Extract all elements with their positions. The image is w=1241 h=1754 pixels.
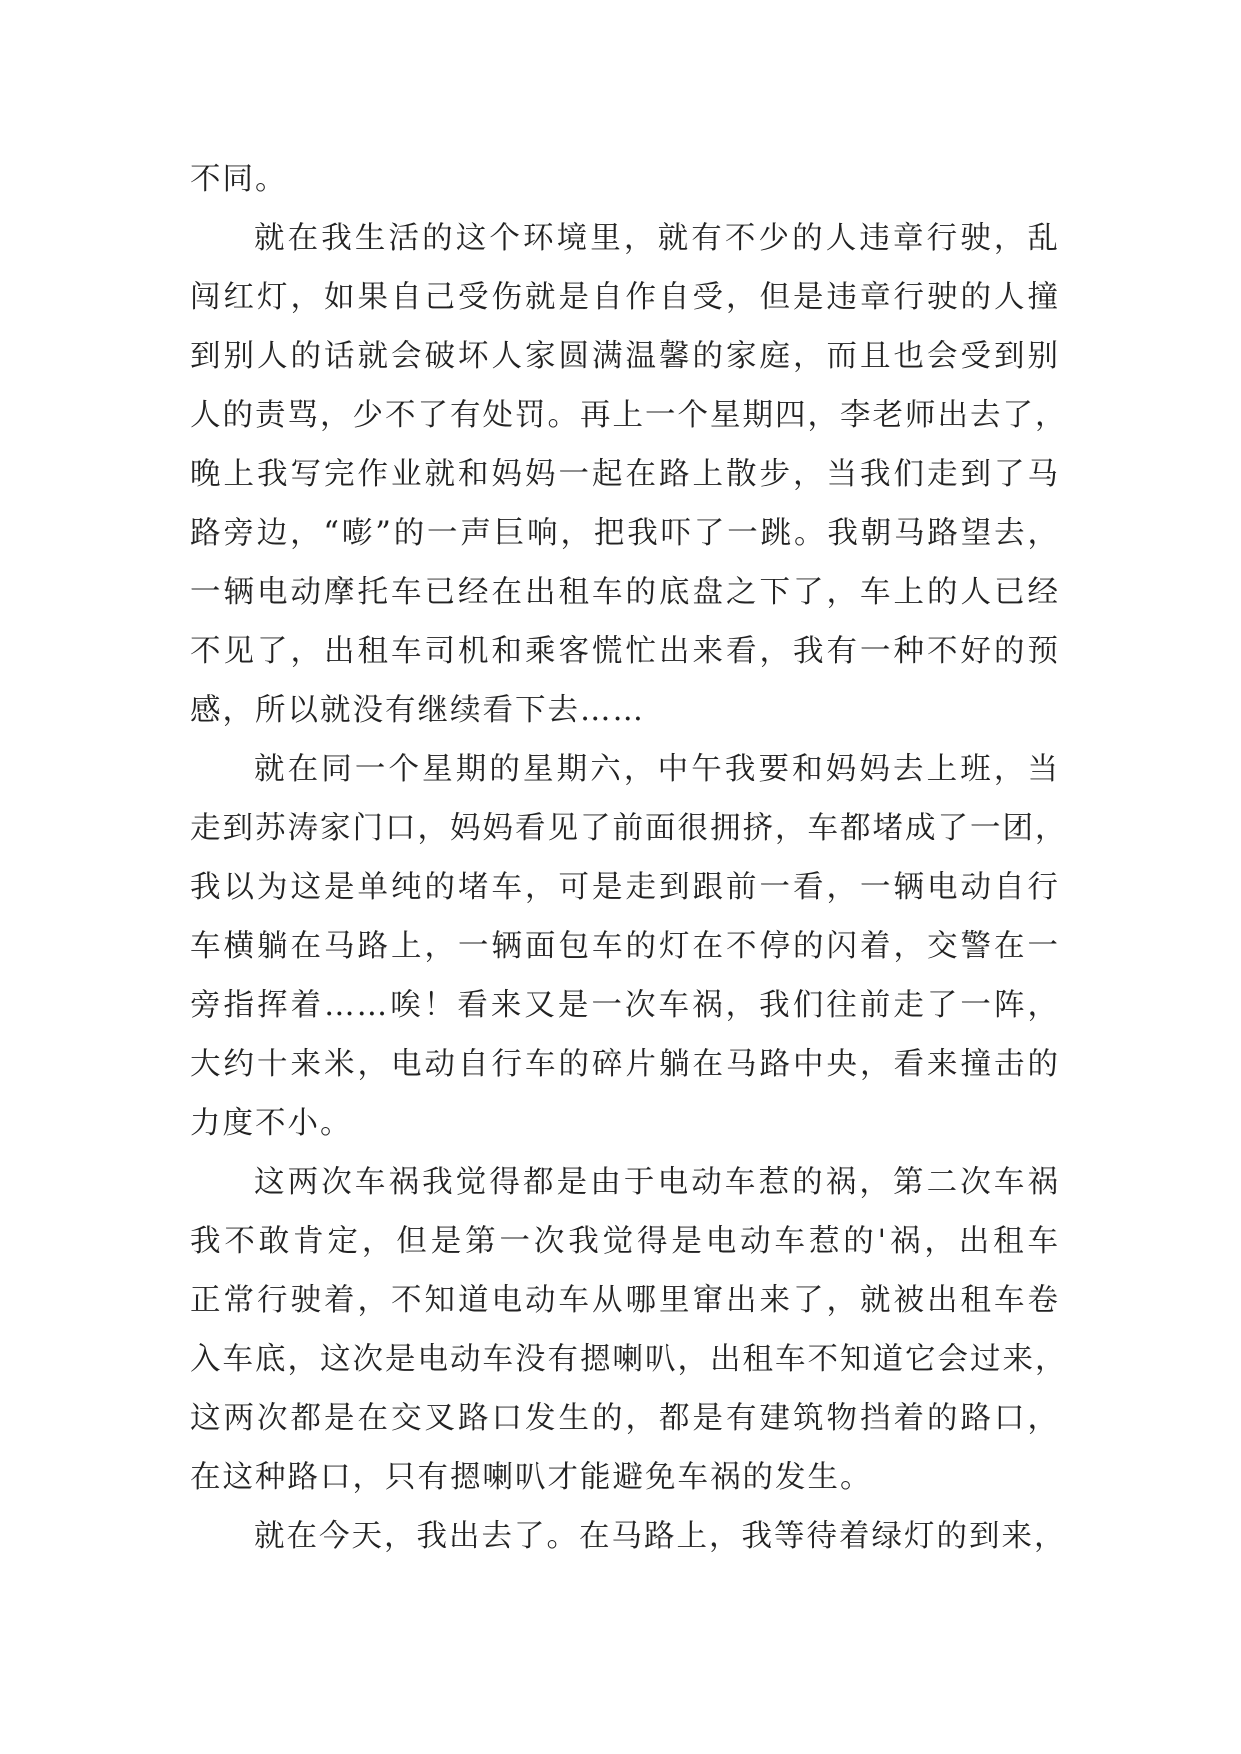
text-line: 闯红灯，如果自己受伤就是自作自受，但是违章行驶的人撞 bbox=[190, 280, 1060, 315]
text-line: 我不敢肯定，但是第一次我觉得是电动车惹的'祸，出租车 bbox=[190, 1224, 1060, 1259]
text-line: 这两次都是在交叉路口发生的，都是有建筑物挡着的路口， bbox=[190, 1401, 1060, 1436]
text-line: 正常行驶着，不知道电动车从哪里窜出来了，就被出租车卷 bbox=[190, 1283, 1060, 1318]
text-line: 走到苏涛家门口，妈妈看见了前面很拥挤，车都堵成了一团， bbox=[190, 811, 1068, 846]
document-body bbox=[190, 150, 1068, 1566]
text-line: 入车底，这次是电动车没有摁喇叭，出租车不知道它会过来， bbox=[190, 1342, 1068, 1377]
text-line: 就在同一个星期的星期六，中午我要和妈妈去上班，当 bbox=[254, 752, 1060, 787]
text-line: 路旁边，“嘭”的一声巨响，把我吓了一跳。我朝马路望去， bbox=[190, 516, 1060, 551]
text-line: 人的责骂，少不了有处罚。再上一个星期四，李老师出去了， bbox=[190, 398, 1068, 433]
text-line: 在这种路口，只有摁喇叭才能避免车祸的发生。 bbox=[190, 1460, 873, 1495]
text-line: 不同。 bbox=[190, 162, 288, 197]
text-line: 一辆电动摩托车已经在出租车的底盘之下了，车上的人已经 bbox=[190, 575, 1060, 610]
text-line: 大约十来米，电动自行车的碎片躺在马路中央，看来撞击的 bbox=[190, 1047, 1060, 1082]
text-line: 就在我生活的这个环境里，就有不少的人违章行驶，乱 bbox=[254, 221, 1060, 256]
text-line: 力度不小。 bbox=[190, 1106, 353, 1141]
text-line: 晚上我写完作业就和妈妈一起在路上散步，当我们走到了马 bbox=[190, 457, 1060, 492]
text-line: 旁指挥着……唉！看来又是一次车祸，我们往前走了一阵， bbox=[190, 988, 1060, 1023]
text-line: 就在今天，我出去了。在马路上，我等待着绿灯的到来， bbox=[254, 1519, 1067, 1554]
text-line: 这两次车祸我觉得都是由于电动车惹的祸，第二次车祸 bbox=[254, 1165, 1060, 1200]
text-line: 不见了，出租车司机和乘客慌忙出来看，我有一种不好的预 bbox=[190, 634, 1060, 669]
text-line: 车横躺在马路上，一辆面包车的灯在不停的闪着，交警在一 bbox=[190, 929, 1060, 964]
text-line: 我以为这是单纯的堵车，可是走到跟前一看，一辆电动自行 bbox=[190, 870, 1060, 905]
text-line: 感，所以就没有继续看下去…… bbox=[190, 693, 645, 728]
text-line: 到别人的话就会破坏人家圆满温馨的家庭，而且也会受到别 bbox=[190, 339, 1060, 374]
